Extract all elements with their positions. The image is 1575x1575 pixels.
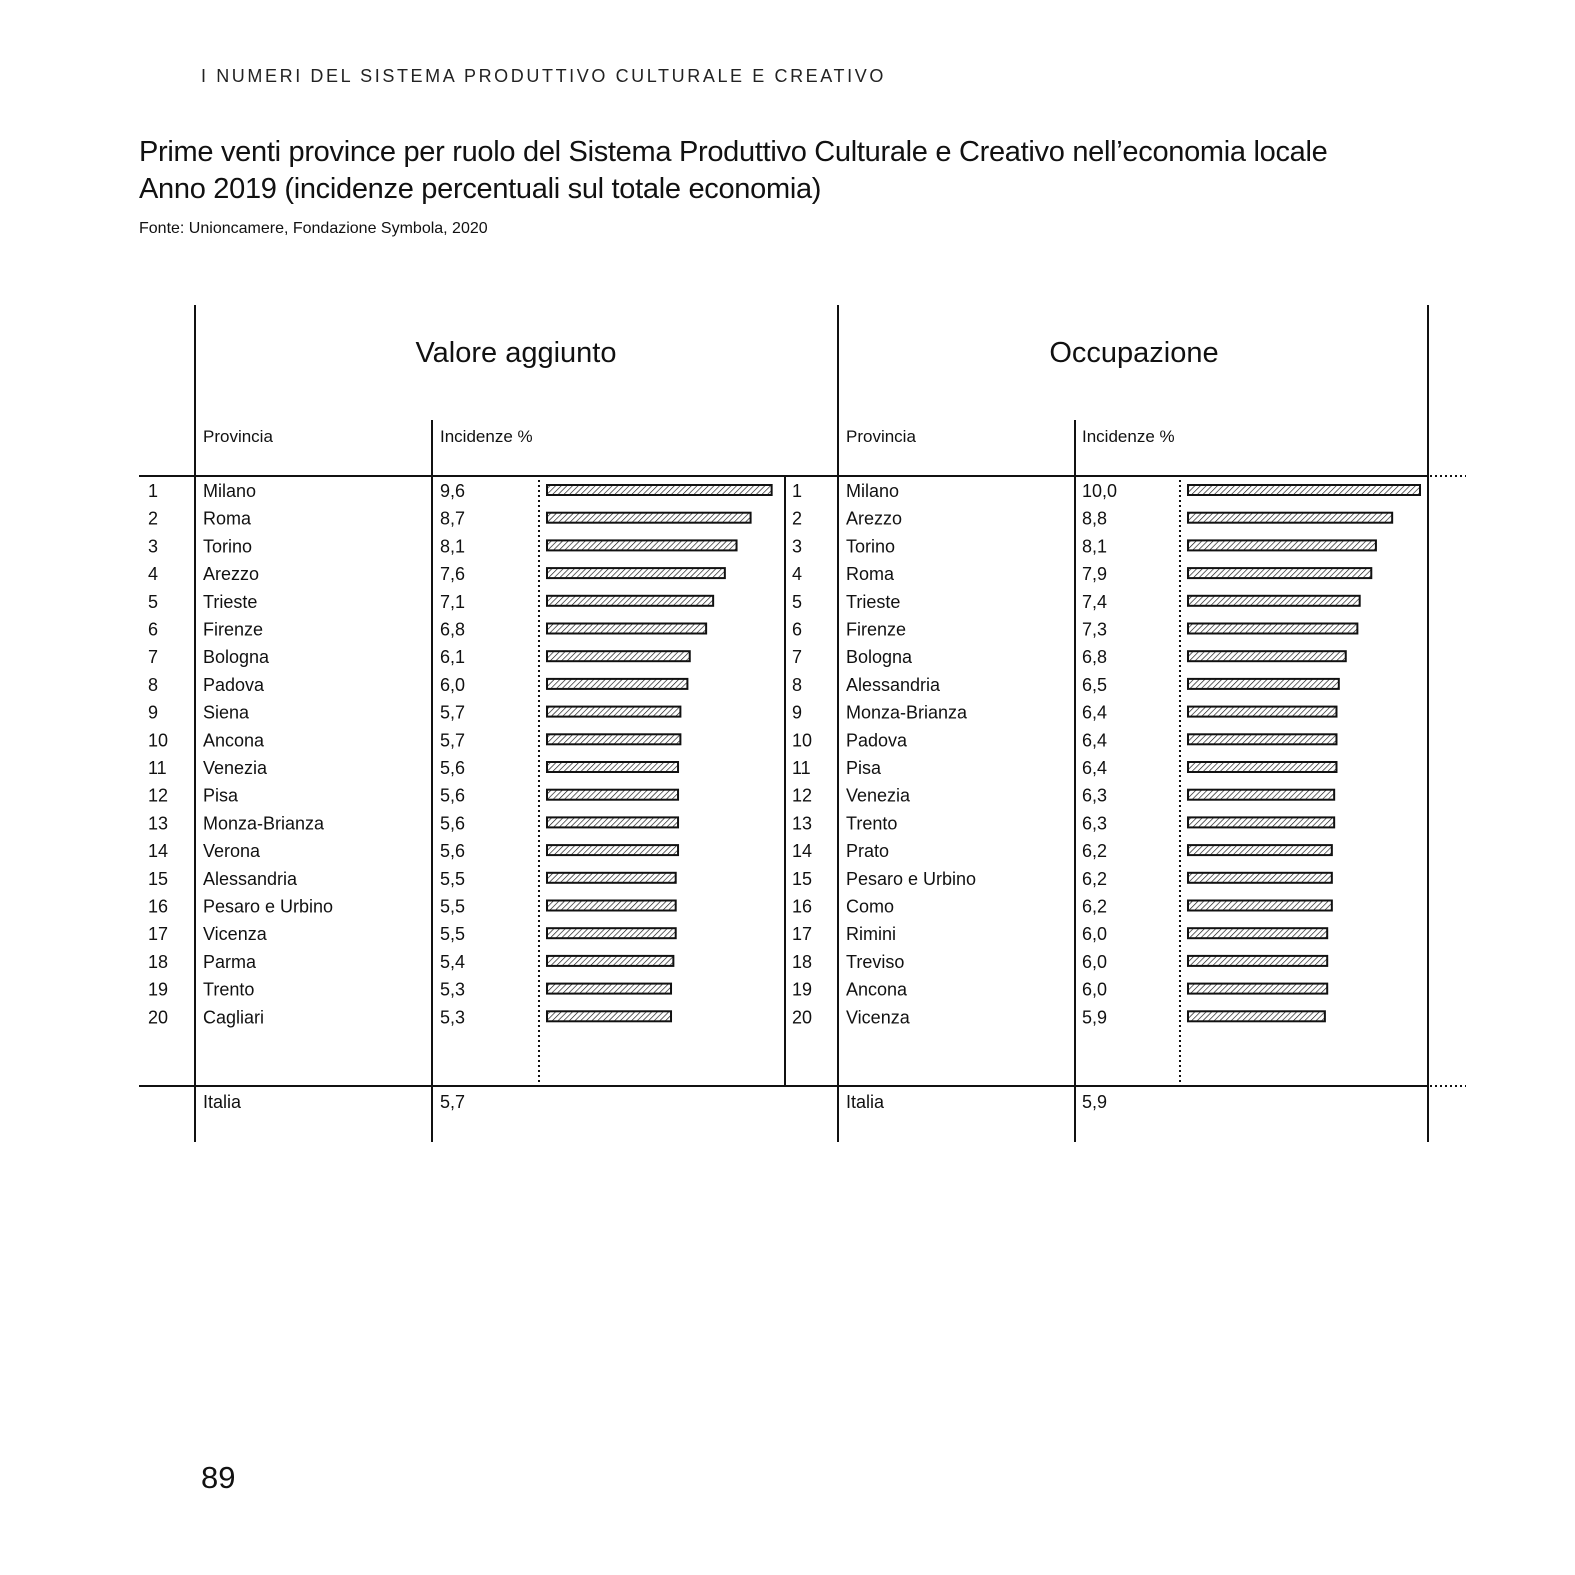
province-label: Prato: [846, 841, 890, 862]
value-label: 5,4: [440, 951, 466, 972]
province-label: Vicenza: [846, 1007, 910, 1028]
province-label: Vicenza: [203, 924, 267, 945]
bar: [547, 734, 680, 744]
province-label: Torino: [203, 536, 253, 557]
province-label: Ancona: [203, 730, 265, 751]
rank-label: 17: [792, 924, 813, 945]
value-label: 6,2: [1082, 841, 1108, 862]
total-label-2: Italia: [846, 1092, 885, 1112]
table-totals: [203, 1092, 1107, 1112]
province-label: Pesaro e Urbino: [203, 896, 334, 917]
rank-label: 12: [792, 785, 813, 806]
bar: [1188, 707, 1336, 717]
rank-label: 14: [792, 841, 813, 862]
province-label: Trieste: [846, 591, 901, 612]
bar: [547, 485, 772, 495]
rank-label: 9: [792, 702, 803, 723]
bar: [1188, 817, 1334, 827]
value-label: 7,3: [1082, 619, 1108, 640]
value-label: 5,5: [440, 896, 466, 917]
province-label: Milano: [203, 481, 257, 501]
province-label: Cagliari: [203, 1007, 265, 1028]
chart-title-line2: Anno 2019 (incidenze percentuali sul totale economia): [139, 173, 822, 205]
total-label-1: Italia: [203, 1092, 242, 1112]
bar: [547, 956, 673, 966]
bar: [1188, 540, 1376, 550]
province-label: Roma: [846, 564, 895, 585]
rank-label: 16: [792, 896, 813, 917]
bar: [1188, 873, 1332, 883]
value-label: 5,3: [440, 1007, 466, 1028]
bar: [547, 679, 687, 689]
value-label: 8,8: [1082, 508, 1108, 529]
bar: [1188, 1011, 1325, 1021]
bar: [547, 596, 713, 606]
province-label: Bologna: [846, 647, 913, 668]
value-label: 8,7: [440, 508, 466, 529]
rank-label: 9: [148, 702, 159, 723]
bar: [1188, 596, 1360, 606]
value-label: 6,4: [1082, 758, 1108, 778]
rank-label: 7: [792, 647, 803, 668]
rank-label: 2: [148, 508, 159, 529]
bar: [547, 707, 680, 717]
value-label: 5,9: [1082, 1007, 1108, 1028]
rank-label: 8: [792, 674, 803, 695]
value-label: 5,6: [440, 813, 466, 834]
value-label: 6,3: [1082, 785, 1108, 806]
rank-label: 19: [148, 979, 169, 1000]
province-label: Ancona: [846, 979, 908, 1000]
bar: [547, 790, 678, 800]
bar: [1188, 901, 1332, 911]
province-label: Verona: [203, 841, 261, 862]
col-header-province-2: Provincia: [846, 427, 916, 446]
running-head: I NUMERI DEL SISTEMA PRODUTTIVO CULTURALE E CREATIVO: [201, 66, 886, 86]
province-label: Parma: [203, 951, 257, 972]
value-label: 9,6: [440, 481, 466, 501]
col-header-value-2: Incidenze %: [1082, 427, 1175, 446]
total-value-2: 5,9: [1082, 1092, 1108, 1112]
value-label: 5,7: [440, 702, 466, 723]
province-label: Milano: [846, 481, 900, 501]
col-header-value-1: Incidenze %: [440, 427, 533, 446]
rank-label: 8: [148, 674, 159, 695]
rank-label: 3: [792, 536, 803, 557]
value-label: 7,6: [440, 564, 466, 585]
province-label: Trento: [846, 813, 898, 834]
province-label: Alessandria: [203, 868, 298, 889]
province-label: Firenze: [203, 619, 264, 640]
province-label: Siena: [203, 702, 250, 723]
col-header-province-1: Provincia: [203, 427, 273, 446]
bar: [1188, 734, 1336, 744]
value-label: 7,1: [440, 591, 466, 612]
bar: [547, 928, 676, 938]
province-label: Padova: [203, 674, 265, 695]
bar: [547, 901, 676, 911]
rank-label: 10: [148, 730, 169, 751]
value-label: 5,7: [440, 730, 466, 751]
rank-label: 6: [792, 619, 803, 640]
rank-label: 20: [148, 1007, 169, 1028]
bar: [1188, 513, 1392, 523]
bar: [547, 568, 725, 578]
bar: [547, 984, 671, 994]
province-label: Arezzo: [203, 564, 260, 585]
rank-label: 4: [148, 564, 159, 585]
rank-label: 7: [148, 647, 159, 668]
bar: [1188, 762, 1336, 772]
bar: [1188, 928, 1327, 938]
chart-title-line1: Prime venti province per ruolo del Sistema Produttivo Culturale e Creativo nell’economia locale: [139, 136, 1328, 168]
rank-label: 14: [148, 841, 169, 862]
value-label: 5,6: [440, 841, 466, 862]
province-label: Torino: [846, 536, 896, 557]
value-label: 5,5: [440, 924, 466, 945]
bar: [547, 845, 678, 855]
province-label: Arezzo: [846, 508, 903, 529]
province-label: Pisa: [846, 758, 882, 778]
rank-label: 11: [148, 758, 167, 778]
value-label: 6,8: [1082, 647, 1108, 668]
province-label: Alessandria: [846, 674, 941, 695]
value-label: 6,8: [440, 619, 466, 640]
bar: [1188, 790, 1334, 800]
province-label: Rimini: [846, 924, 897, 945]
bar: [1188, 624, 1357, 634]
bar: [547, 817, 678, 827]
rank-label: 12: [148, 785, 169, 806]
province-label: Trieste: [203, 591, 258, 612]
panel-title-1: Valore aggiunto: [415, 337, 617, 369]
value-label: 6,0: [1082, 979, 1108, 1000]
province-label: Padova: [846, 730, 908, 751]
value-label: 5,6: [440, 785, 466, 806]
rank-label: 17: [148, 924, 169, 945]
province-label: Venezia: [203, 758, 268, 778]
value-label: 7,4: [1082, 591, 1108, 612]
value-label: 8,1: [1082, 536, 1108, 557]
rank-label: 13: [792, 813, 813, 834]
rank-label: 5: [148, 591, 159, 612]
bar: [547, 762, 678, 772]
rank-label: 1: [148, 481, 159, 501]
rank-label: 1: [792, 481, 803, 501]
value-label: 6,3: [1082, 813, 1108, 834]
rank-label: 16: [148, 896, 169, 917]
value-label: 6,0: [1082, 924, 1108, 945]
bar: [547, 540, 737, 550]
rank-label: 5: [792, 591, 803, 612]
value-label: 5,6: [440, 758, 466, 778]
province-label: Monza-Brianza: [846, 702, 968, 723]
value-label: 6,2: [1082, 868, 1108, 889]
rank-label: 19: [792, 979, 813, 1000]
value-label: 5,3: [440, 979, 466, 1000]
bar: [547, 513, 751, 523]
value-label: 6,2: [1082, 896, 1108, 917]
value-label: 7,9: [1082, 564, 1108, 585]
rank-label: 10: [792, 730, 813, 751]
bar: [1188, 984, 1327, 994]
province-label: Trento: [203, 979, 255, 1000]
rank-label: 4: [792, 564, 803, 585]
bar: [547, 651, 690, 661]
province-label: Como: [846, 896, 895, 917]
value-label: 6,4: [1082, 730, 1108, 751]
rank-label: 6: [148, 619, 159, 640]
rank-label: 15: [148, 868, 169, 889]
province-label: Bologna: [203, 647, 270, 668]
rank-label: 3: [148, 536, 159, 557]
rank-label: 20: [792, 1007, 813, 1028]
page-number: 89: [201, 1460, 236, 1495]
province-label: Roma: [203, 508, 252, 529]
province-label: Monza-Brianza: [203, 813, 325, 834]
chart-source: Fonte: Unioncamere, Fondazione Symbola, 2020: [139, 220, 488, 237]
value-label: 6,4: [1082, 702, 1108, 723]
rank-label: 11: [792, 758, 811, 778]
rank-label: 18: [148, 951, 169, 972]
value-label: 8,1: [440, 536, 466, 557]
bar: [1188, 568, 1371, 578]
rank-label: 15: [792, 868, 813, 889]
province-label: Firenze: [846, 619, 907, 640]
rank-label: 13: [148, 813, 169, 834]
bar: [1188, 956, 1327, 966]
total-value-1: 5,7: [440, 1092, 466, 1112]
province-label: Venezia: [846, 785, 911, 806]
value-label: 6,5: [1082, 674, 1108, 695]
value-label: 6,0: [440, 674, 466, 695]
bar: [547, 873, 676, 883]
rank-label: 2: [792, 508, 803, 529]
value-label: 6,1: [440, 647, 466, 668]
bar: [1188, 845, 1332, 855]
bar: [1188, 485, 1420, 495]
table-headers: [203, 337, 1219, 446]
panel-title-2: Occupazione: [1049, 337, 1219, 369]
value-label: 5,5: [440, 868, 466, 889]
value-label: 10,0: [1082, 481, 1118, 501]
bar: [1188, 651, 1346, 661]
province-label: Pesaro e Urbino: [846, 868, 977, 889]
value-label: 6,0: [1082, 951, 1108, 972]
rank-label: 18: [792, 951, 813, 972]
province-label: Treviso: [846, 951, 905, 972]
bar: [1188, 679, 1339, 689]
bar: [547, 624, 706, 634]
bar: [547, 1011, 671, 1021]
province-label: Pisa: [203, 785, 239, 806]
